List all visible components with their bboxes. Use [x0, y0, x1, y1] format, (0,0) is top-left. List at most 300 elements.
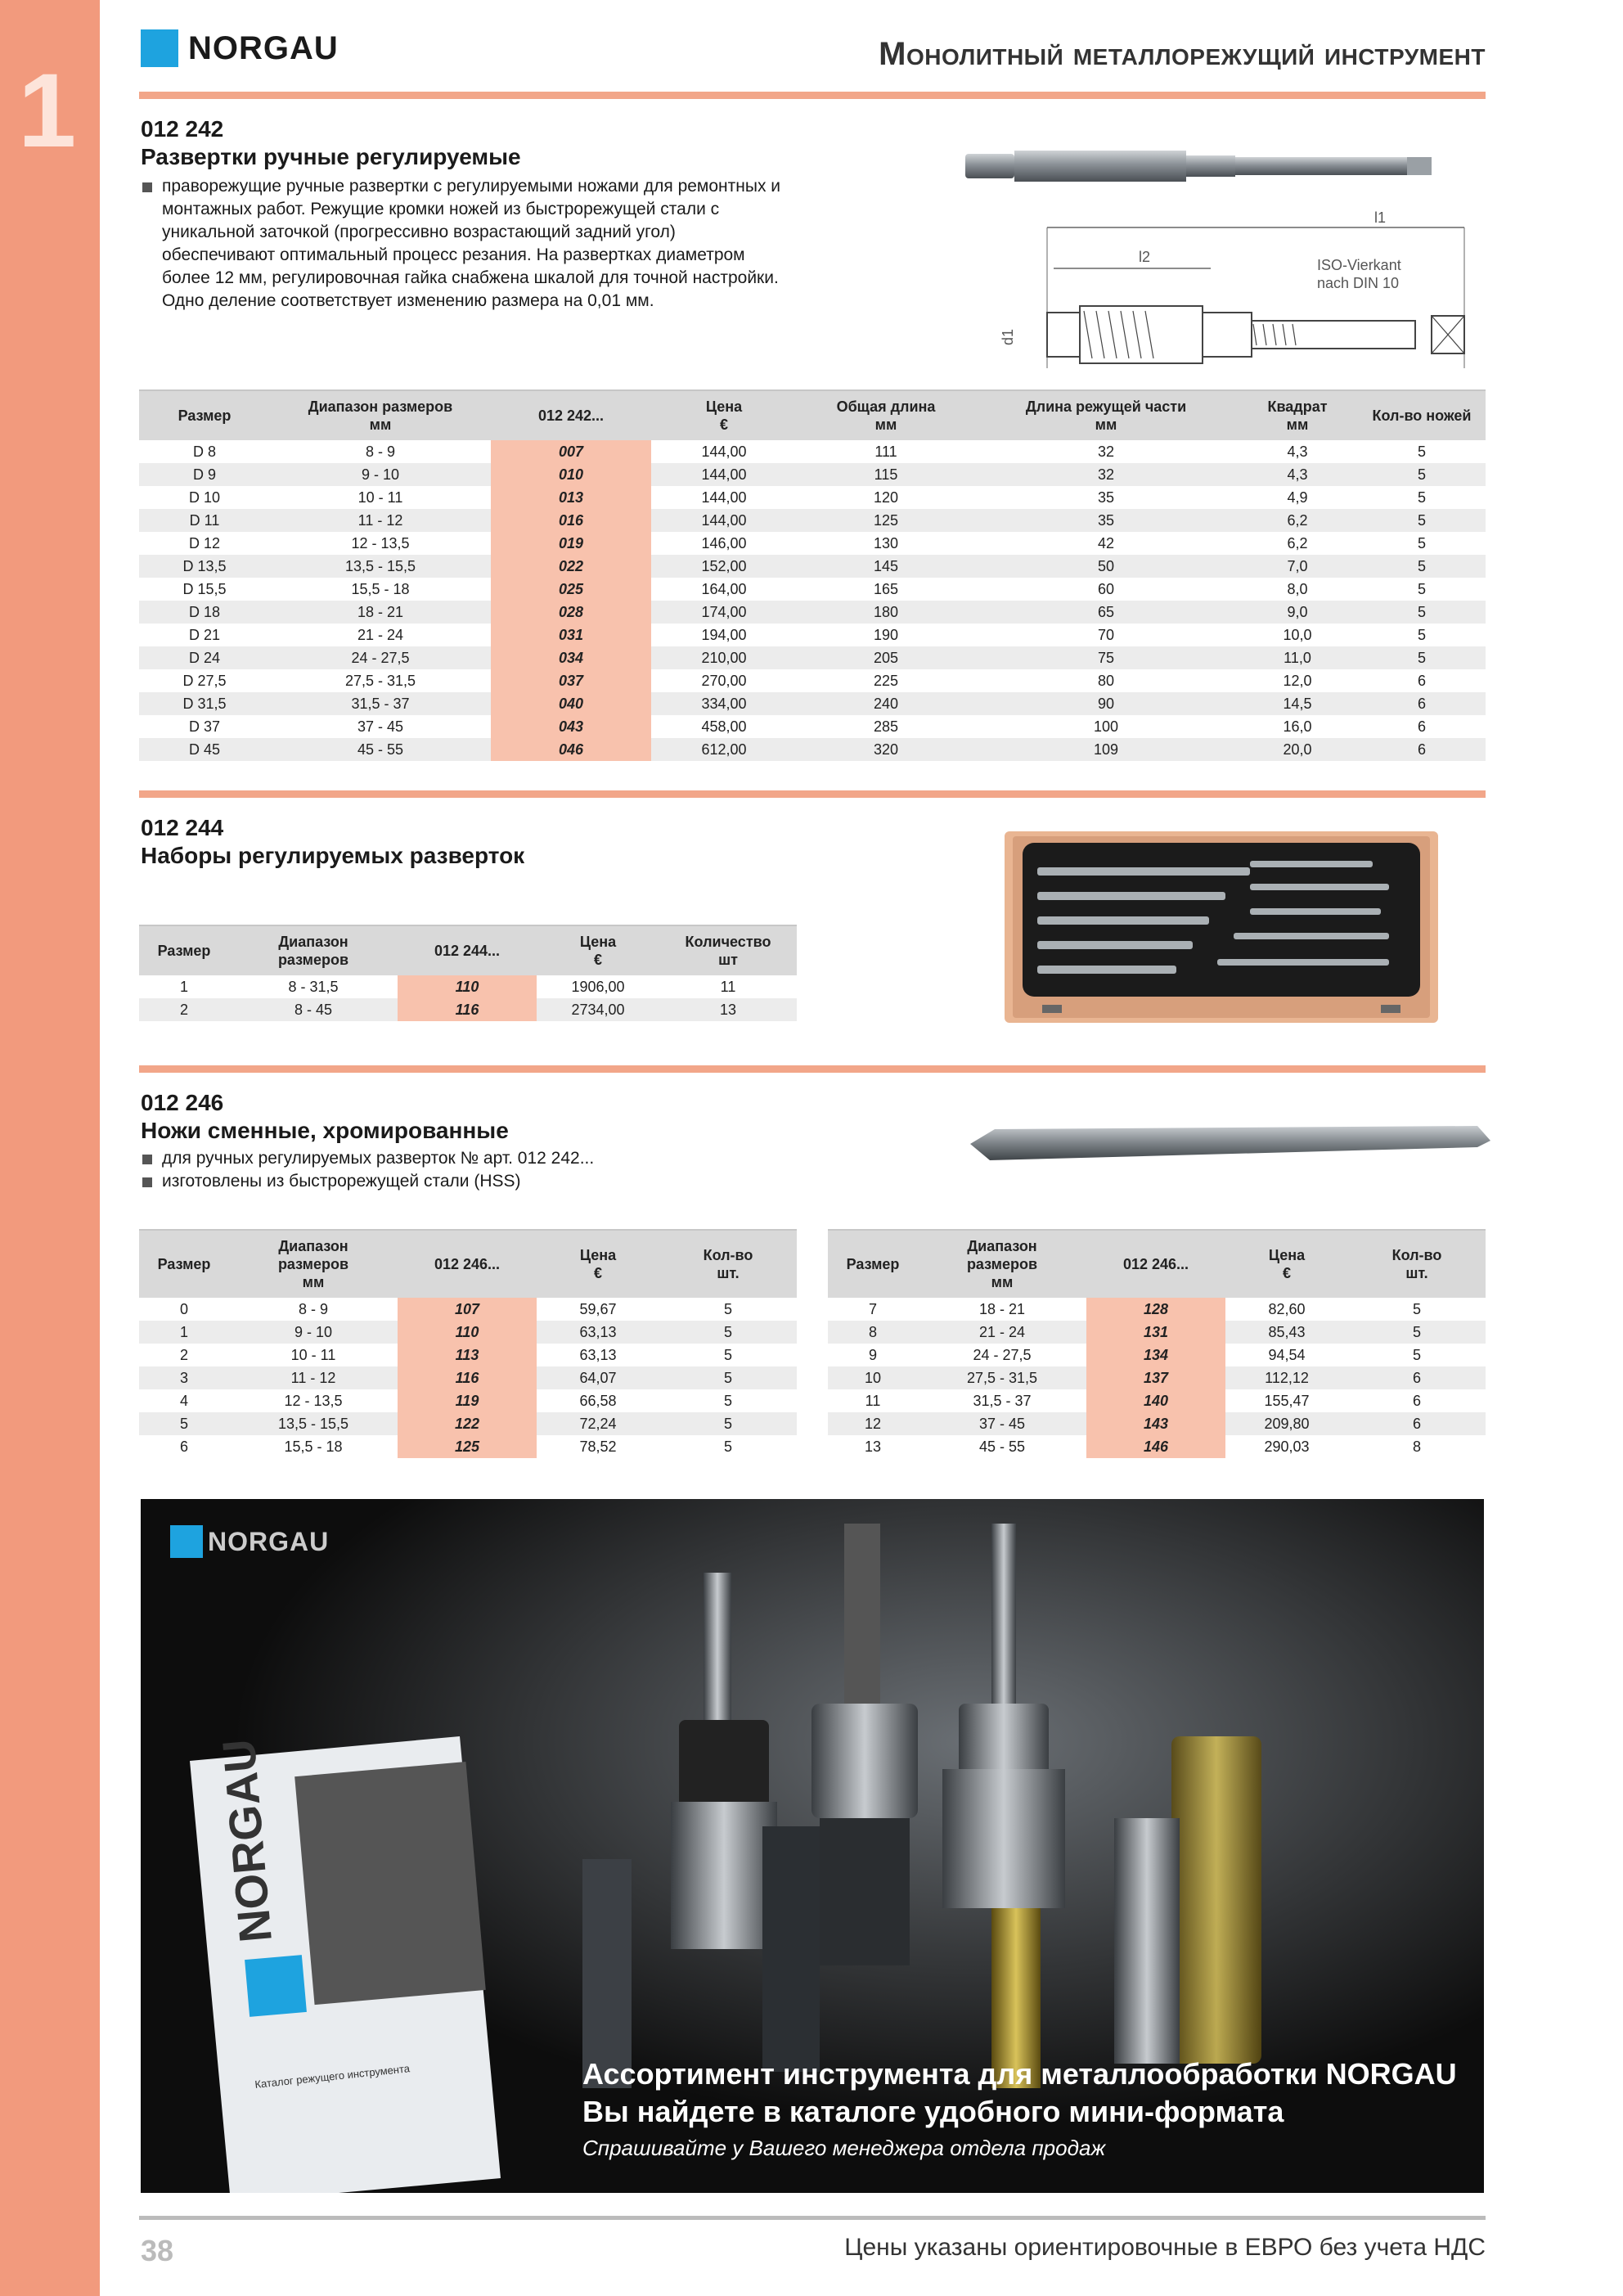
- table-cell: 12,0: [1283, 672, 1312, 689]
- dim-l2: l2: [1139, 249, 1151, 265]
- table-cell: 2734,00: [537, 998, 659, 1021]
- column-header: [139, 390, 270, 440]
- table-cell: D 13,5: [139, 555, 270, 578]
- table-cell: 11: [720, 978, 736, 995]
- table-header-row: [139, 925, 797, 975]
- table-cell: 9: [868, 1346, 877, 1363]
- column-header-line: 012 244...: [434, 943, 501, 959]
- table-cell: 612,00: [651, 738, 797, 761]
- column-header: [659, 925, 797, 975]
- catalog-brand: NORGAU: [212, 1737, 281, 1945]
- blades-table-right: [828, 1229, 1486, 1458]
- table-cell: 8,0: [1287, 580, 1308, 597]
- footer-divider: [139, 2216, 1486, 2220]
- table-row: [139, 440, 1486, 463]
- column-header-line: мм: [369, 416, 392, 433]
- table-cell: 144,00: [701, 443, 747, 460]
- table-row: [139, 601, 1486, 624]
- article-code-cell: 043: [491, 715, 651, 738]
- table-cell: D 27,5: [182, 672, 227, 689]
- column-header-line: Размер: [157, 943, 211, 959]
- table-cell: 11 - 12: [229, 1366, 398, 1389]
- article-code-cell: 140: [1086, 1389, 1225, 1412]
- table-cell: 210,00: [651, 646, 797, 669]
- table-cell: 155,47: [1264, 1392, 1310, 1409]
- table-cell: 4: [179, 1392, 188, 1409]
- table-cell: 6: [1412, 1392, 1421, 1409]
- article-code-cell: 040: [491, 692, 651, 715]
- table-cell: 35: [1097, 488, 1115, 506]
- table-cell: D 24: [139, 646, 270, 669]
- table-cell: 72,24: [537, 1412, 659, 1435]
- column-header-line: Общая длина: [836, 398, 936, 415]
- table-cell: D 9: [139, 463, 270, 486]
- table-cell: 3: [139, 1366, 229, 1389]
- page-title: Монолитный металлорежущий инструмент: [879, 36, 1486, 72]
- table-cell: 194,00: [701, 626, 747, 643]
- table-cell: 6: [179, 1438, 188, 1455]
- section-title: Ножи сменные, хромированные: [141, 1118, 509, 1143]
- column-header-line: 012 246...: [434, 1256, 501, 1272]
- table-cell: 5: [1358, 601, 1486, 624]
- chapter-sidebar: [0, 0, 100, 2296]
- banner-logo-square-icon: [170, 1525, 203, 1558]
- banner-subline: Спрашивайте у Вашего менеджера отдела продаж: [582, 2136, 1106, 2160]
- table-cell: 70: [1097, 626, 1115, 643]
- table-cell: 35: [975, 509, 1237, 532]
- table-cell: D 31,5: [139, 692, 270, 715]
- table-row: [139, 555, 1486, 578]
- table-cell: 8 - 9: [298, 1300, 329, 1317]
- brand-logo-square-icon: [141, 29, 178, 67]
- table-cell: 190: [873, 626, 899, 643]
- table-cell: 5: [1417, 443, 1426, 460]
- reamer-body: [1014, 151, 1186, 182]
- table-cell: D 18: [139, 601, 270, 624]
- table-cell: 6,2: [1237, 509, 1358, 532]
- table-cell: 180: [797, 601, 975, 624]
- table-row: [828, 1344, 1486, 1366]
- table-cell: 65: [975, 601, 1237, 624]
- table-cell: D 21: [188, 626, 221, 643]
- reamer-sets-table: [139, 925, 797, 1021]
- table-cell: 144,00: [651, 509, 797, 532]
- table-header-row: [139, 390, 1486, 440]
- article-code-cell: 025: [491, 578, 651, 601]
- table-cell: 458,00: [701, 718, 747, 735]
- reamer-neck: [1186, 155, 1235, 177]
- article-code-cell: 019: [491, 532, 651, 555]
- table-cell: 2: [139, 998, 229, 1021]
- column-header-line: €: [719, 416, 728, 433]
- table-cell: 334,00: [651, 692, 797, 715]
- article-code-cell: 013: [491, 486, 651, 509]
- section-code: 012 246: [141, 1090, 224, 1115]
- table-cell: 5: [723, 1300, 732, 1317]
- article-code-cell: 119: [398, 1389, 537, 1412]
- table-cell: 11,0: [1237, 646, 1358, 669]
- table-cell: 24 - 27,5: [973, 1346, 1032, 1363]
- table-cell: D 15,5: [182, 580, 227, 597]
- table-cell: 1: [139, 1321, 229, 1344]
- bullet-item: для ручных регулируемых разверток № арт. 012 242...: [141, 1147, 877, 1170]
- article-code-cell: 034: [491, 646, 651, 669]
- table-cell: D 11: [139, 509, 270, 532]
- table-row: [139, 1412, 797, 1435]
- column-header-line: шт.: [1405, 1265, 1428, 1281]
- table-row: [828, 1366, 1486, 1389]
- table-cell: 6,2: [1287, 534, 1308, 551]
- column-header-line: Цена: [1268, 1247, 1306, 1263]
- section-title: Наборы регулируемых разверток: [141, 843, 525, 868]
- section-title: Развертки ручные регулируемые: [141, 144, 521, 169]
- article-code-cell: 016: [491, 509, 651, 532]
- section-code: 012 242: [141, 116, 224, 142]
- iso-note-1: ISO-Vierkant: [1317, 257, 1401, 273]
- table-cell: 5: [723, 1346, 732, 1363]
- column-header: [918, 1230, 1086, 1298]
- table-cell: 6: [1358, 738, 1486, 761]
- table-cell: 45 - 55: [978, 1438, 1026, 1455]
- column-header-line: Диапазон размеров: [308, 398, 453, 415]
- table-cell: 18 - 21: [978, 1300, 1026, 1317]
- column-header: [651, 390, 797, 440]
- article-code-cell: 107: [398, 1298, 537, 1321]
- column-header: [1237, 390, 1358, 440]
- table-cell: 5: [1417, 534, 1426, 551]
- table-cell: 13,5 - 15,5: [229, 1412, 398, 1435]
- column-header-line: Цена: [579, 934, 617, 950]
- table-cell: 152,00: [651, 555, 797, 578]
- column-header-line: Цена: [579, 1247, 617, 1263]
- table-cell: 78,52: [579, 1438, 617, 1455]
- table-row: [139, 975, 797, 998]
- table-row: [139, 998, 797, 1021]
- column-header: [229, 1230, 398, 1298]
- table-cell: 12: [828, 1412, 918, 1435]
- table-cell: 240: [797, 692, 975, 715]
- table-cell: 5: [1358, 509, 1486, 532]
- column-header: [797, 390, 975, 440]
- table-cell: 1: [179, 978, 188, 995]
- column-header-line: Размер: [846, 1256, 900, 1272]
- table-cell: 42: [1097, 534, 1115, 551]
- table-cell: 5: [1358, 555, 1486, 578]
- table-cell: 174,00: [651, 601, 797, 624]
- table-cell: 50: [975, 555, 1237, 578]
- table-cell: 8 - 9: [365, 443, 396, 460]
- article-code-cell: 122: [398, 1412, 537, 1435]
- catalog-booklet: [190, 1736, 501, 2193]
- table-cell: 12 - 13,5: [284, 1392, 343, 1409]
- column-header: [139, 1230, 229, 1298]
- table-cell: 82,60: [1268, 1300, 1306, 1317]
- table-cell: 6: [1417, 718, 1426, 735]
- column-header-line: шт.: [717, 1265, 740, 1281]
- catalog-promo-banner: [141, 1499, 1484, 2193]
- table-cell: 10 - 11: [357, 488, 403, 506]
- article-code-cell: 037: [491, 669, 651, 692]
- table-cell: 5: [659, 1412, 797, 1435]
- table-cell: 6: [1348, 1412, 1486, 1435]
- table-cell: 9 - 10: [270, 463, 491, 486]
- blade-image: [970, 1123, 1494, 1168]
- table-cell: 2: [179, 1346, 188, 1363]
- column-header-line: Диапазон: [278, 1238, 348, 1254]
- table-cell: 11: [865, 1392, 881, 1409]
- table-cell: 6: [1358, 692, 1486, 715]
- table-cell: 120: [873, 488, 899, 506]
- table-cell: 27,5 - 31,5: [918, 1366, 1086, 1389]
- table-cell: 21 - 24: [918, 1321, 1086, 1344]
- table-cell: 7,0: [1237, 555, 1358, 578]
- article-code-cell: 116: [398, 1366, 537, 1389]
- bullet-item: праворежущие ручные развертки с регулируемыми ножами для ремонтных и монтажных работ. Режущие кромки ножей из быстрорежущей стали с уникальной заточкой (прогрессивно возрастающий задний угол) обеспечивают оптимальный процесс резания. На развертках диаметром более 12 мм, регулировочная гайка снабжена шкалой для точной настройки. Одно деление соответствует изменению размера на 0,01 мм.: [141, 175, 787, 313]
- column-header: [1086, 1230, 1225, 1298]
- reamer-set-case-image: [1005, 831, 1438, 1023]
- table-cell: 64,07: [537, 1366, 659, 1389]
- column-header-line: мм: [302, 1274, 325, 1290]
- table-cell: 9,0: [1237, 601, 1358, 624]
- table-cell: 0: [179, 1300, 188, 1317]
- table-cell: 112,12: [1225, 1366, 1348, 1389]
- table-cell: 5: [1412, 1300, 1421, 1317]
- table-cell: 144,00: [651, 463, 797, 486]
- table-cell: D 10: [188, 488, 221, 506]
- table-cell: 7: [868, 1300, 877, 1317]
- banner-headline-line2: Вы найдете в каталоге удобного мини-формата: [582, 2095, 1284, 2128]
- article-code-cell: 146: [1086, 1435, 1225, 1458]
- article-code-cell: 128: [1086, 1298, 1225, 1321]
- article-code-cell: 022: [491, 555, 651, 578]
- section-divider: [139, 790, 1486, 798]
- table-cell: 13,5 - 15,5: [270, 555, 491, 578]
- table-row: [139, 738, 1486, 761]
- iso-note-2: nach DIN 10: [1317, 275, 1400, 291]
- table-cell: 10,0: [1283, 626, 1312, 643]
- column-header: [1358, 390, 1486, 440]
- table-cell: 290,03: [1264, 1438, 1310, 1455]
- table-row: [139, 578, 1486, 601]
- table-cell: 4,9: [1287, 488, 1308, 506]
- table-cell: 4,3: [1287, 443, 1308, 460]
- article-code-cell: 143: [1086, 1412, 1225, 1435]
- table-row: [139, 1344, 797, 1366]
- table-cell: 60: [1097, 580, 1115, 597]
- column-header-line: Кол-во ножей: [1372, 407, 1472, 424]
- table-cell: 125: [797, 509, 975, 532]
- bullet-item: изготовлены из быстрорежущей стали (HSS): [141, 1170, 877, 1193]
- table-header-row: [139, 1230, 797, 1298]
- table-cell: 4,3: [1237, 463, 1358, 486]
- table-cell: 5: [1417, 580, 1426, 597]
- table-cell: 225: [873, 672, 899, 689]
- article-code-cell: 134: [1086, 1344, 1225, 1366]
- table-row: [139, 1435, 797, 1458]
- header-divider: [139, 92, 1486, 99]
- table-row: [139, 532, 1486, 555]
- brand-logo: [141, 29, 339, 67]
- table-row: [139, 509, 1486, 532]
- column-header-line: 012 246...: [1122, 1256, 1189, 1272]
- table-cell: D 37: [188, 718, 221, 735]
- table-cell: 5: [1358, 463, 1486, 486]
- table-cell: 5: [1417, 626, 1426, 643]
- table-header-row: [828, 1230, 1486, 1298]
- table-row: [139, 715, 1486, 738]
- table-cell: 31,5 - 37: [270, 692, 491, 715]
- table-cell: 145: [797, 555, 975, 578]
- section-code: 012 244: [141, 815, 224, 840]
- column-header: [229, 925, 398, 975]
- column-header: [828, 1230, 918, 1298]
- dim-l1: l1: [1374, 209, 1387, 226]
- column-header-line: мм: [1095, 416, 1117, 433]
- table-cell: 9 - 10: [229, 1321, 398, 1344]
- table-cell: 75: [975, 646, 1237, 669]
- column-header-line: €: [1282, 1265, 1291, 1281]
- table-cell: 10 - 11: [290, 1346, 336, 1363]
- column-header: [659, 1230, 797, 1298]
- table-cell: 24 - 27,5: [270, 646, 491, 669]
- table-cell: 85,43: [1225, 1321, 1348, 1344]
- column-header-line: мм: [1286, 416, 1309, 433]
- column-header-line: Диапазон: [278, 934, 348, 950]
- table-row: [139, 1389, 797, 1412]
- article-code-cell: 028: [491, 601, 651, 624]
- blades-table-left: [139, 1229, 797, 1458]
- table-cell: 144,00: [701, 488, 747, 506]
- column-header-line: Кол-во: [703, 1247, 753, 1263]
- table-cell: 5: [659, 1321, 797, 1344]
- table-cell: D 12: [188, 534, 221, 551]
- table-cell: 5: [723, 1392, 732, 1409]
- column-header-line: размеров: [277, 952, 349, 968]
- table-cell: 63,13: [579, 1346, 617, 1363]
- reamer-square: [1407, 157, 1432, 175]
- table-cell: 32: [1097, 443, 1115, 460]
- table-cell: 1906,00: [571, 978, 625, 995]
- banner-headline-line1: Ассортимент инструмента для металлообработки NORGAU: [582, 2057, 1457, 2091]
- reamers-table: [139, 389, 1486, 761]
- table-cell: 5: [1358, 646, 1486, 669]
- table-cell: 5: [1417, 488, 1426, 506]
- dim-d1: d1: [1000, 328, 1016, 345]
- article-code-cell: 137: [1086, 1366, 1225, 1389]
- table-cell: 6: [1348, 1366, 1486, 1389]
- article-code-cell: 007: [491, 440, 651, 463]
- column-header-line: Квадрат: [1267, 398, 1328, 415]
- table-row: [828, 1412, 1486, 1435]
- table-row: [828, 1389, 1486, 1412]
- table-cell: 32: [975, 463, 1237, 486]
- table-cell: 13: [659, 998, 797, 1021]
- column-header: [139, 925, 229, 975]
- table-cell: 111: [874, 443, 897, 460]
- table-cell: 115: [797, 463, 975, 486]
- column-header: [398, 1230, 537, 1298]
- table-row: [139, 692, 1486, 715]
- column-header-line: Кол-во: [1391, 1247, 1442, 1263]
- article-code-cell: 131: [1086, 1321, 1225, 1344]
- table-row: [139, 1366, 797, 1389]
- table-row: [828, 1435, 1486, 1458]
- footer-note: Цены указаны ориентировочные в ЕВРО без учета НДС: [844, 2234, 1486, 2261]
- table-cell: 100: [1093, 718, 1119, 735]
- section-divider: [139, 1065, 1486, 1073]
- table-cell: 80: [1097, 672, 1115, 689]
- column-header-line: Цена: [705, 398, 743, 415]
- column-header-line: мм: [991, 1274, 1014, 1290]
- table-cell: D 45: [139, 738, 270, 761]
- table-cell: 5: [659, 1366, 797, 1389]
- table-cell: 27,5 - 31,5: [344, 672, 416, 689]
- table-cell: 14,5: [1237, 692, 1358, 715]
- table-row: [139, 669, 1486, 692]
- column-header-line: размеров: [966, 1256, 1038, 1272]
- column-header-line: €: [593, 952, 602, 968]
- column-header-line: Количество: [685, 934, 771, 950]
- table-cell: 109: [975, 738, 1237, 761]
- table-cell: 320: [797, 738, 975, 761]
- table-cell: 21 - 24: [357, 626, 404, 643]
- table-cell: 130: [873, 534, 899, 551]
- column-header-line: Диапазон: [967, 1238, 1037, 1254]
- column-header-line: €: [593, 1265, 602, 1281]
- table-cell: 20,0: [1237, 738, 1358, 761]
- column-header-line: размеров: [277, 1256, 349, 1272]
- column-header-line: Размер: [157, 1256, 211, 1272]
- article-code-cell: 110: [398, 1321, 537, 1344]
- table-row: [139, 1321, 797, 1344]
- table-cell: 164,00: [701, 580, 747, 597]
- column-header: [1225, 1230, 1348, 1298]
- table-cell: 59,67: [579, 1300, 617, 1317]
- table-cell: 45 - 55: [270, 738, 491, 761]
- table-cell: 13: [864, 1438, 882, 1455]
- table-cell: 209,80: [1225, 1412, 1348, 1435]
- table-cell: 37 - 45: [357, 718, 404, 735]
- table-cell: 8: [828, 1321, 918, 1344]
- article-code-cell: 125: [398, 1435, 537, 1458]
- catalog-subtitle: Каталог режущего инструмента: [254, 2062, 411, 2091]
- table-cell: 270,00: [701, 672, 747, 689]
- table-cell: 10: [828, 1366, 918, 1389]
- table-cell: 146,00: [701, 534, 747, 551]
- article-code-cell: 116: [398, 998, 537, 1021]
- table-cell: 31,5 - 37: [973, 1392, 1032, 1409]
- article-code-cell: 110: [398, 975, 537, 998]
- banner-logo: [170, 1525, 329, 1558]
- sidebar-divider: [100, 0, 106, 2296]
- column-header: [537, 925, 659, 975]
- table-cell: 5: [1412, 1346, 1421, 1363]
- column-header: [537, 1230, 659, 1298]
- column-header-line: мм: [874, 416, 897, 433]
- column-header: [491, 390, 651, 440]
- page-number: 38: [141, 2234, 174, 2267]
- table-cell: 63,13: [537, 1321, 659, 1344]
- table-row: [139, 646, 1486, 669]
- column-header-line: Длина режущей части: [1025, 398, 1187, 415]
- column-header-line: Размер: [178, 407, 232, 424]
- table-cell: 5: [139, 1412, 229, 1435]
- table-row: [139, 486, 1486, 509]
- table-cell: 5: [723, 1438, 732, 1455]
- table-cell: 90: [975, 692, 1237, 715]
- table-cell: 37 - 45: [918, 1412, 1086, 1435]
- column-header-line: шт: [718, 952, 738, 968]
